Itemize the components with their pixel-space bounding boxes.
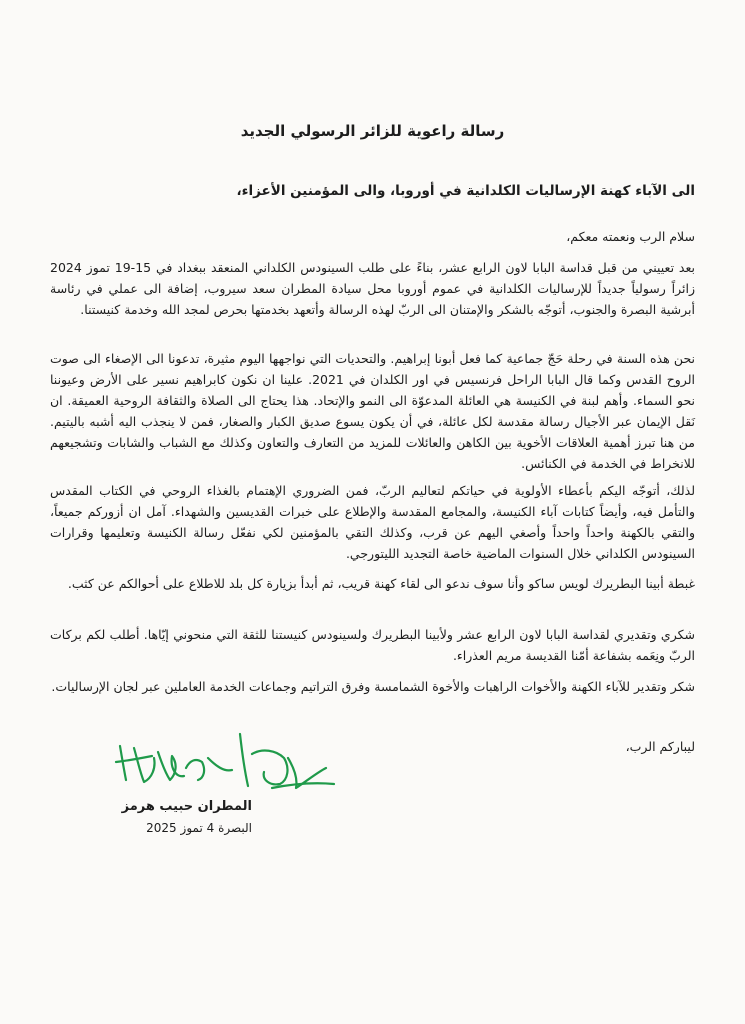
paragraph-blessing: سلام الرب ونعمته معكم، (566, 229, 695, 244)
paragraph-thanks: شكري وتقديري لقداسة البابا لاون الرابع عشر ولأبينا البطريرك ولسينودس كنيستنا للثقة التي منحوني إيّاها. أطلب لكم بركات الربّ ونِعَمه بشفاعة أمّنا القديسة مريم العذراء. (50, 627, 695, 663)
signatory-name: المطران حبيب هرمز (121, 799, 252, 814)
salutation: الى الآباء كهنة الإرساليات الكلدانية في أوروبا، والى المؤمنين الأعزاء، (236, 183, 695, 199)
paragraph-closing: ليباركم الرب، (625, 739, 695, 754)
place-and-date: البصرة 4 تموز 2025 (146, 821, 252, 835)
paragraph-pilgrimage: نحن هذه السنة في رحلة حَجّ جماعية كما فعل أبونا إبراهيم. والتحديات التي نواجهها اليوم مثيرة، تدعونا الى الإصغاء الى صوت الروح القدس وكما قال البابا الراحل فرنسيس في اور الكلدان في 2021. علينا ان نكون كابراهيم نسير على الأرض وعيوننا نحو السماء. وأهم لبنة في الكنيسة هي العائلة المدعوّة الى النمو والإتحاد. هذا يحتاج الى الصلاة والثقافة الروحية العميقة. ان نَقل الإيمان عبر الأجيال رسالة مقدسة لكل عائلة، في أن يكون يسوع صديق الكبار والصغار، فمن لا ينجذب اليه أشبه باليتيم. من هنا تبرز أهمية العلاقات الأخوية بين الكاهن والعائلات للمزيد من التعارف والتعاون وكذلك مع الشباب والشابات وتشجيعهم للانخراط في الخدمة في الكنائس. (50, 351, 695, 471)
paragraph-gratitude: شكر وتقدير للآباء الكهنة والأخوات الراهبات والأخوة الشمامسة وفرق التراتيم وجماعات الخدمة العاملين عبر لجان الإرساليات. (51, 679, 695, 694)
paragraph-appointment: بعد تعييني من قبل قداسة البابا لاون الرابع عشر، بناءً على طلب السينودس الكلداني المنعقد ببغداد في 15-19 تموز 2024 زائراً رسولياً جديداً للإرساليات الكلدانية في عموم أوروبا محل سيادة المطران سعد سيروب، إضافة الى عملي في رئاسة أبرشية البصرة والجنوب، أتوجّه بالشكر والإمتنان الى الربّ لهذه الرسالة وأتعهد بخدمتها بحرص لمجد الله وخدمة كنيستنا. (50, 260, 695, 317)
paragraph-priorities: لذلك، أتوجّه اليكم بأعطاء الأولوية في حياتكم لتعاليم الربّ، فمن الضروري الإهتمام بالغذاء الروحي في الكتاب المقدس والتأمل فيه، وأيضاً كتابات آباء الكنيسة، والمجامع المقدسة والإطلاع على خبرات القديسين والشهداء. آمل ان أزوركم جميعاً، والتقي بالكهنة واحداً واحداً وأصغي اليهم عن قرب، وكذلك التقي بالمؤمنين لكي نفعّل رسالة الكنيسة وتعليمها وقرارات السينودس الكلداني خلال السنوات الماضية خاصة التجديد الليتورجي. (50, 483, 695, 561)
paragraph-visit: غبطة أبينا البطريرك لويس ساكو وأنا سوف ندعو الى لقاء كهنة قريب، ثم أبدأ بزيارة كل بلد للاطلاع على أحوالكم عن كثب. (67, 576, 695, 591)
handwritten-signature (112, 728, 352, 798)
page-title: رسالة راعوية للزائر الرسولي الجديد (240, 122, 505, 140)
